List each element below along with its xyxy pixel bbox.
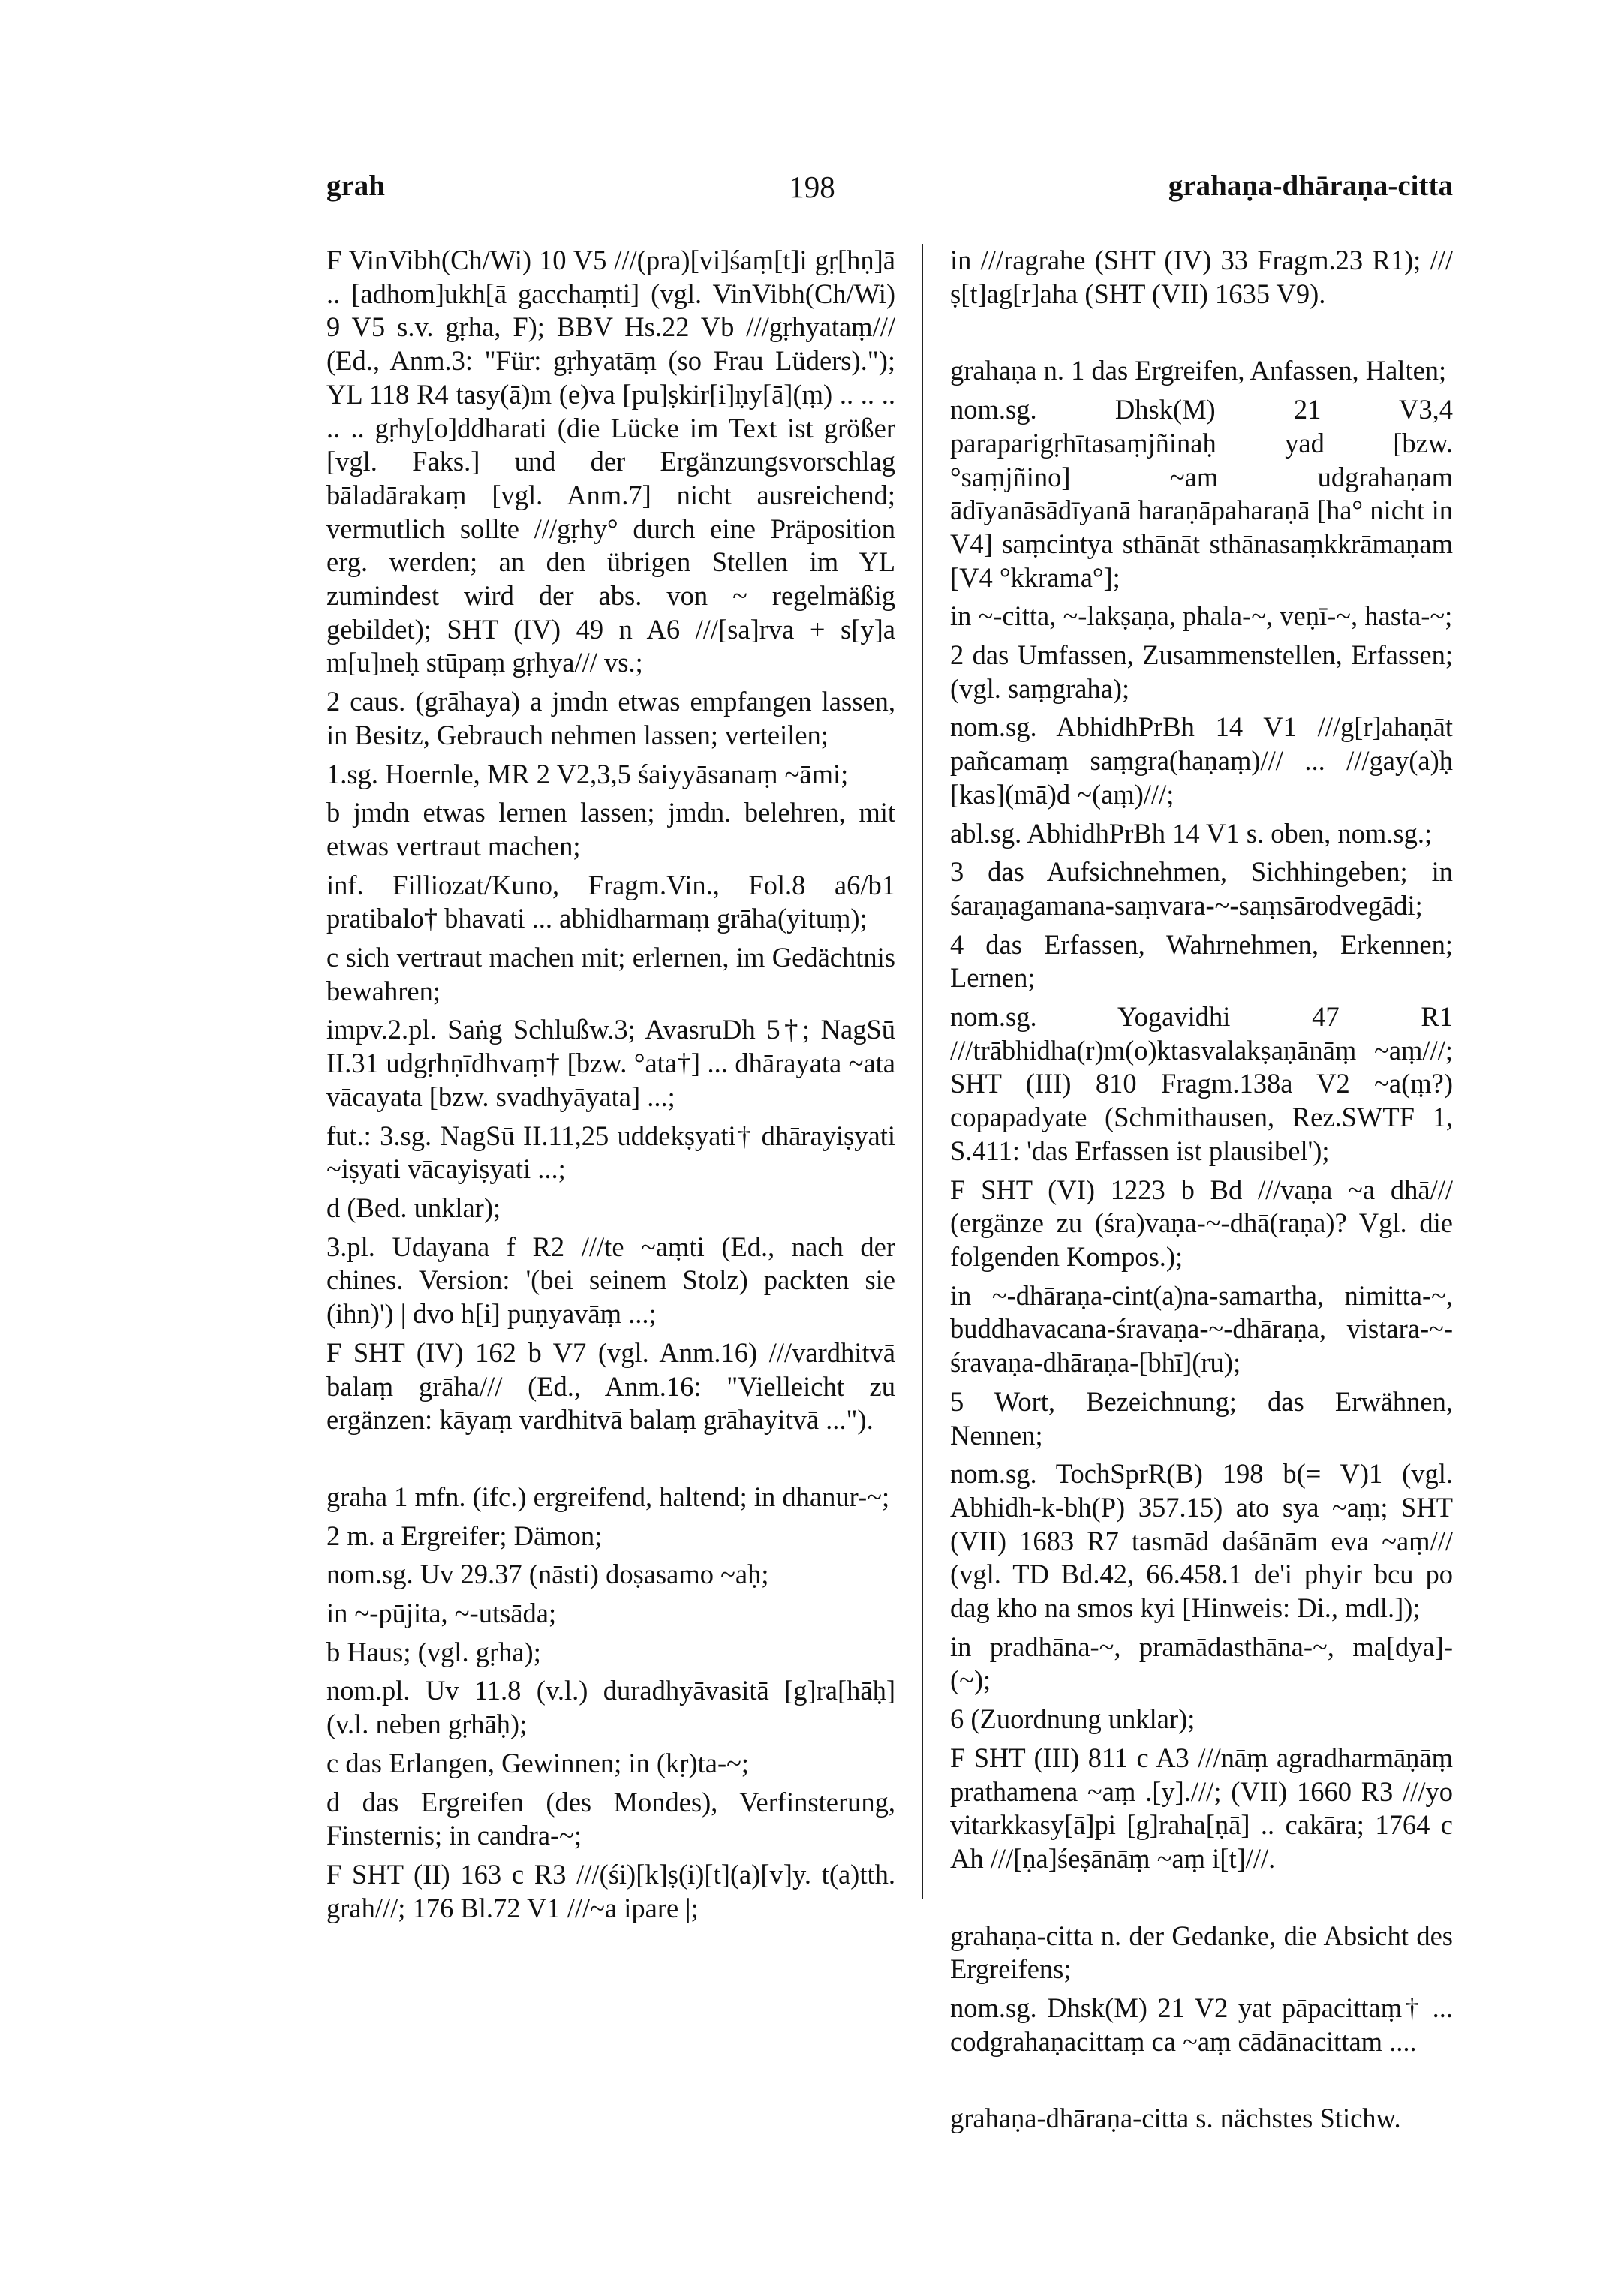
right-entry-line: nom.sg. Dhsk(M) 21 V2 yat pāpacittaṃ† ... codgrahaṇacittaṃ ca ~aṃ cādānacittam .... [950,1992,1453,2057]
left-entry-line: b Haus; (vgl. gṛha); [326,1636,541,1667]
page-number: 198 [789,170,835,204]
left-entry-line: F SHT (IV) 162 b V7 (vgl. Anm.16) ///vardhitvā balaṃ grāha/// (Ed., Anm.16: "Vielleicht zu ergänzen: kāyaṃ vardhitvā balaṃ grāhayitvā ..."). [326,1336,895,1436]
right-entry-line: 6 (Zuordnung unklar); [950,1703,1195,1735]
right-entry-line: F SHT (VI) 1223 b Bd ///vaṇa ~a dhā/// (ergänze zu (śra)vaṇa-~-dhā(raṇa)? Vgl. die folgenden Kompos.); [950,1174,1453,1272]
left-dictionary-entry: graha 1 mfn. (ifc.) ergreifend, haltend; in dhanur-~; [326,1481,890,1512]
left-column [326,244,895,1925]
right-entry-line: abl.sg. AbhidhPrBh 14 V1 s. oben, nom.sg.; [950,817,1433,849]
left-entry-line: 1.sg. Hoernle, MR 2 V2,3,5 śaiyyāsanaṃ ~āmi; [326,758,849,789]
right-entry-line: in ~-citta, ~-lakṣaṇa, phala-~, veṇī-~, hasta-~; [950,600,1453,632]
left-entry-line: impv.2.pl. Saṅg Schlußw.3; AvasruDh 5†; NagSū II.31 udgṛhṇīdhvaṃ† [bzw. °ata†] ... dhārayata ~ata vācayata [bzw. svadhyāyata] ...; [326,1014,895,1112]
right-dictionary-entry: grahaṇa n. 1 das Ergreifen, Anfassen, Halten; [950,355,1447,386]
left-entry-line: b jmdn etwas lernen lassen; jmdn. belehren, mit etwas vertraut machen; [326,797,895,861]
left-entry-line: in ~-pūjita, ~-utsāda; [326,1598,557,1629]
left-entry-line: 2 m. a Ergreifer; Dämon; [326,1520,603,1551]
right-entry-line: F SHT (III) 811 c A3 ///nāṃ agradharmāṇāṃ prathamena ~aṃ .[y].///; (VII) 1660 R3 ///yo vitarkkasy[ā]pi [g]raha[ṇā] .. cakāra; 1764 c Ah ///[ṇa]śeṣānāṃ ~aṃ i[t]///. [950,1742,1453,1874]
right-entry-line: in pradhāna-~, pramādasthāna-~, ma[dya]-(~); [950,1631,1453,1696]
left-entry-line: 2 caus. (grāhaya) a jmdn etwas empfangen lassen, in Besitz, Gebrauch nehmen lassen; verteilen; [326,686,895,750]
left-entry-line: fut.: 3.sg. NagSū II.11,25 uddekṣyati† dhārayiṣyati ~iṣyati vācayiṣyati ...; [326,1120,895,1185]
right-dictionary-entry: grahaṇa-citta n. der Gedanke, die Absicht des Ergreifens; [950,1920,1453,1985]
right-entry-line: nom.sg. Yogavidhi 47 R1 ///trābhidha(r)m(o)ktasvalakṣaṇānāṃ ~aṃ///; SHT (III) 810 Fragm.138a V2 ~a(ṃ?) copapadyate (Schmithausen, Rez.SWTF 1, S.411: 'das Erfassen ist plausibel'); [950,1001,1453,1166]
page-header [0,169,1624,214]
right-entry-line: 2 das Umfassen, Zusammenstellen, Erfassen; (vgl. saṃgraha); [950,639,1453,704]
right-entry-line: nom.sg. Dhsk(M) 21 V3,4 paraparigṛhītasaṃjñinaḥ yad [bzw. °saṃjñino] ~am udgrahaṇam ādīyanāsādīyanā haraṇāpaharaṇā [ha° nicht in V4] saṃcintya sthānāt sthānasaṃkkrāmaṇam [V4 °kkrama°]; [950,394,1453,593]
left-entry-line: c das Erlangen, Gewinnen; in (kṛ)ta-~; [326,1747,749,1778]
right-dictionary-entry: grahaṇa-dhāraṇa-citta s. nächstes Stichw. [950,2103,1401,2134]
left-entry-line: F SHT (II) 163 c R3 ///(śi)[k]ṣ(i)[t](a)[v]y. t(a)tth. grah///; 176 Bl.72 V1 ///~a ipare |; [326,1858,895,1923]
right-column [950,244,1453,2136]
right-entry-line: nom.sg. TochSprR(B) 198 b(= V)1 (vgl. Abhidh-k-bh(P) 357.15) ato sya ~aṃ; SHT (VII) 1683 R7 tasmād daśānām eva ~aṃ/// (vgl. TD Bd.42, 66.458.1 de'i phyir bcu po dag kho na smos kyi [Hinweis: Di., mdl.]); [950,1458,1453,1624]
right-entry-line: in ///ragrahe (SHT (IV) 33 Fragm.23 R1); ///ṣ[t]ag[r]aha (SHT (VII) 1635 V9). [950,245,1453,309]
right-entry-line: nom.sg. AbhidhPrBh 14 V1 ///g[r]ahaṇāt pañcamaṃ saṃgra(haṇaṃ)/// ... ///gay(a)ḥ [kas](mā)d ~(aṃ)///; [950,711,1453,810]
right-entry-line: in ~-dhāraṇa-cint(a)na-samartha, nimitta-~, buddhavacana-śravaṇa-~-dhāraṇa, vistara-~-śravaṇa-dhāraṇa-[bhī](ru); [950,1279,1453,1379]
left-entry-line: nom.sg. Uv 29.37 (nāsti) doṣasamo ~aḥ; [326,1559,769,1590]
left-entry-line: F VinVibh(Ch/Wi) 10 V5 ///(pra)[vi]śaṃ[t]i gṛ[hṇ]ā .. [adhom]ukh[ā gacchaṃti] (vgl. VinVibh(Ch/Wi) 9 V5 s.v. gṛha, F); BBV Hs.22 Vb ///gṛhyataṃ/// (Ed., Anm.3: "Für: gṛhyatāṃ (so Frau Lüders)."); YL 118 R4 tasy(ā)m (e)va [pu]ṣkir[i]ṇy[ā](ṃ) .. .. .. .. .. gṛhy[o]ddharati (die Lücke im Text ist größer [vgl. Faks.] und der Ergänzungsvorschlag bāladārakaṃ [vgl. Anm.7] nicht ausreichend; vermutlich sollte ///gṛhy° durch eine Präposition erg. werden; an den übrigen Stellen im YL zumindest wird der abs. von ~ regelmäßig gebildet); SHT (IV) 49 n A6 ///[sa]rva + s[y]a m[u]neḥ stūpaṃ gṛhya/// vs.; [326,245,895,678]
left-entry-line: 3.pl. Udayana f R2 ///te ~aṃti (Ed., nach der chines. Version: '(bei seinem Stolz) packten sie (ihn)') | dvo h[i] puṇyavāṃ ...; [326,1231,895,1330]
right-entry-line: 5 Wort, Bezeichnung; das Erwähnen, Nennen; [950,1385,1453,1451]
left-entry-line: c sich vertraut machen mit; erlernen, im Gedächtnis bewahren; [326,942,895,1006]
left-entry-line: d das Ergreifen (des Mondes), Verfinsterung, Finsternis; in candra-~; [326,1786,895,1851]
left-entry-line: d (Bed. unklar); [326,1192,501,1223]
right-entry-line: 4 das Erfassen, Wahrnehmen, Erkennen; Lernen; [950,928,1453,994]
left-entry-line: nom.pl. Uv 11.8 (v.l.) duradhyāvasitā [g]ra[hāḥ] (v.l. neben gṛhāḥ); [326,1675,895,1740]
right-entry-line: 3 das Aufsichnehmen, Sichhingeben; in śaraṇagamana-saṃvara-~-saṃsārodvegādi; [950,856,1453,921]
running-head-left: grah [326,170,385,202]
running-head-right: grahaṇa-dhāraṇa-citta [1168,170,1453,202]
left-entry-line: inf. Filliozat/Kuno, Fragm.Vin., Fol.8 a6/b1 pratibalo† bhavati ... abhidharmaṃ grāha(yituṃ); [326,869,895,934]
column-divider [922,244,923,1899]
